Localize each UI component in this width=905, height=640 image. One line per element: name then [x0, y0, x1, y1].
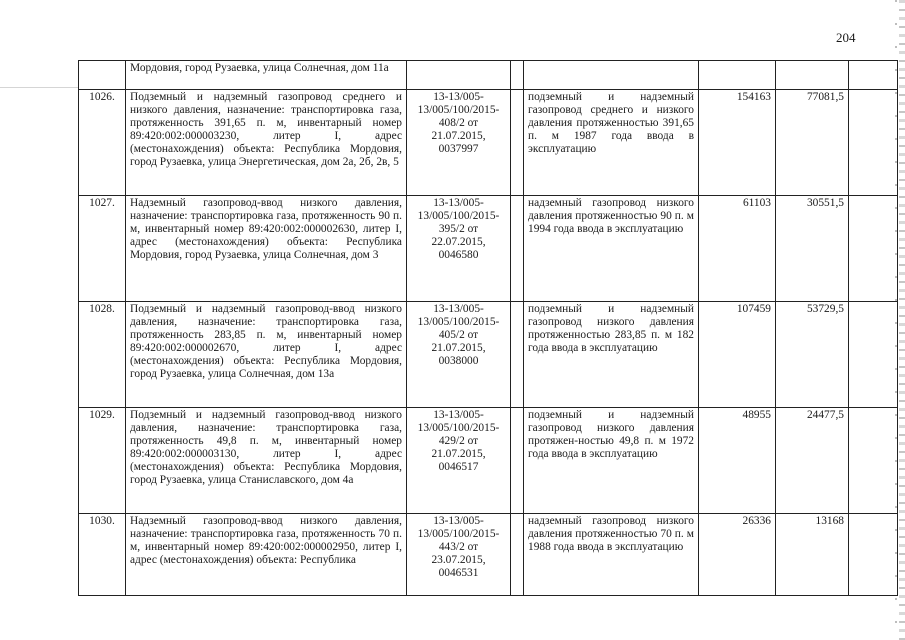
object-characteristics: [524, 61, 699, 90]
object-description: Подземный и надземный газопровод-ввод низкого давления, назначение: транспортировка газа, протяженность 283,85 п. м, инвентарный номер 89:420:002:000002670, литер I, адрес (местонахождения) объекта: Республика Мордовия, город Рузаевка, улица Солнечная, дом 13а: [126, 302, 407, 408]
object-description: Надземный газопровод-ввод низкого давления, назначение: транспортировка газа, протяженность 90 п. м, инвентарный номер 89:420:002:000002630, литер I, адрес (местонахождения) объекта: Республика Мордовия, город Рузаевка, улица Солнечная, дом 3: [126, 196, 407, 302]
scan-artifact-right-edge: [899, 0, 905, 640]
blank-cell: [849, 61, 898, 90]
value-cell-1: [699, 61, 776, 90]
value-cell-2: 77081,5: [776, 90, 849, 196]
registration-record: 13-13/005-13/005/100/2015-408/2 от 21.07.2015, 0037997: [407, 90, 511, 196]
blank-cell: [511, 514, 524, 596]
registration-record: 13-13/005-13/005/100/2015-405/2 от 21.07.2015, 0038000: [407, 302, 511, 408]
table-row: [79, 514, 898, 596]
scan-artifact-left: [0, 87, 78, 88]
blank-cell: [849, 408, 898, 514]
object-description: Мордовия, город Рузаевка, улица Солнечная, дом 11а: [126, 61, 407, 90]
value-cell-2: 30551,5: [776, 196, 849, 302]
table-row: [79, 302, 898, 408]
value-cell-1: 154163: [699, 90, 776, 196]
value-cell-2: [776, 61, 849, 90]
blank-cell: [511, 90, 524, 196]
value-cell-2: 13168: [776, 514, 849, 596]
object-characteristics: подземный и надземный газопровод низкого давления протяжен-ностью 49,8 п. м 1972 года ввода в эксплуатацию: [524, 408, 699, 514]
blank-cell: [511, 408, 524, 514]
value-cell-1: 61103: [699, 196, 776, 302]
blank-cell: [849, 302, 898, 408]
registration-record: [407, 61, 511, 90]
table-row: [79, 408, 898, 514]
blank-cell: [849, 90, 898, 196]
row-number: 1030.: [79, 514, 126, 596]
object-characteristics: подземный и надземный газопровод среднего и низкого давления протяженностью 391,65 п. м 1987 года ввода в эксплуатацию: [524, 90, 699, 196]
blank-cell: [511, 196, 524, 302]
object-characteristics: надземный газопровод низкого давления протяженностью 70 п. м 1988 года ввода в эксплуатацию: [524, 514, 699, 596]
row-number: 1028.: [79, 302, 126, 408]
object-characteristics: надземный газопровод низкого давления протяженностью 90 п. м 1994 года ввода в эксплуатацию: [524, 196, 699, 302]
table-row: [79, 61, 898, 90]
property-registry-table: [78, 60, 898, 596]
value-cell-2: 24477,5: [776, 408, 849, 514]
table-row: [79, 90, 898, 196]
blank-cell: [849, 514, 898, 596]
table-row: [79, 196, 898, 302]
blank-cell: [511, 302, 524, 408]
row-number: 1027.: [79, 196, 126, 302]
value-cell-2: 53729,5: [776, 302, 849, 408]
object-description: Подземный и надземный газопровод-ввод низкого давления, назначение: транспортировка газа, протяженность 49,8 п. м, инвентарный номер 89:420:002:000003130, литер I, адрес (местонахождения) объекта: Республика Мордовия, город Рузаевка, улица Станиславского, дом 4а: [126, 408, 407, 514]
value-cell-1: 48955: [699, 408, 776, 514]
blank-cell: [511, 61, 524, 90]
object-description: Надземный газопровод-ввод низкого давления, назначение: транспортировка газа, протяженность 70 п. м, инвентарный номер 89:420:002:000002950, литер I, адрес (местонахождения) объекта: Республика: [126, 514, 407, 596]
page-number: 204: [836, 30, 856, 45]
row-number: [79, 61, 126, 90]
blank-cell: [849, 196, 898, 302]
registration-record: 13-13/005-13/005/100/2015-443/2 от 23.07.2015, 0046531: [407, 514, 511, 596]
row-number: 1029.: [79, 408, 126, 514]
value-cell-1: 107459: [699, 302, 776, 408]
object-description: Подземный и надземный газопровод среднего и низкого давления, назначение: транспортировка газа, протяженность 391,65 п. м, инвентарный номер 89:420:002:000003230, литер I, адрес (местонахождения) объекта: Республика Мордовия, город Рузаевка, улица Энергетическая, дом 2а, 2б, 2в, 5: [126, 90, 407, 196]
registration-record: 13-13/005-13/005/100/2015-429/2 от 21.07.2015, 0046517: [407, 408, 511, 514]
object-characteristics: подземный и надземный газопровод низкого давления протяженностью 283,85 п. м 182 года ввода в эксплуатацию: [524, 302, 699, 408]
value-cell-1: 26336: [699, 514, 776, 596]
registration-record: 13-13/005-13/005/100/2015-395/2 от 22.07.2015, 0046580: [407, 196, 511, 302]
row-number: 1026.: [79, 90, 126, 196]
